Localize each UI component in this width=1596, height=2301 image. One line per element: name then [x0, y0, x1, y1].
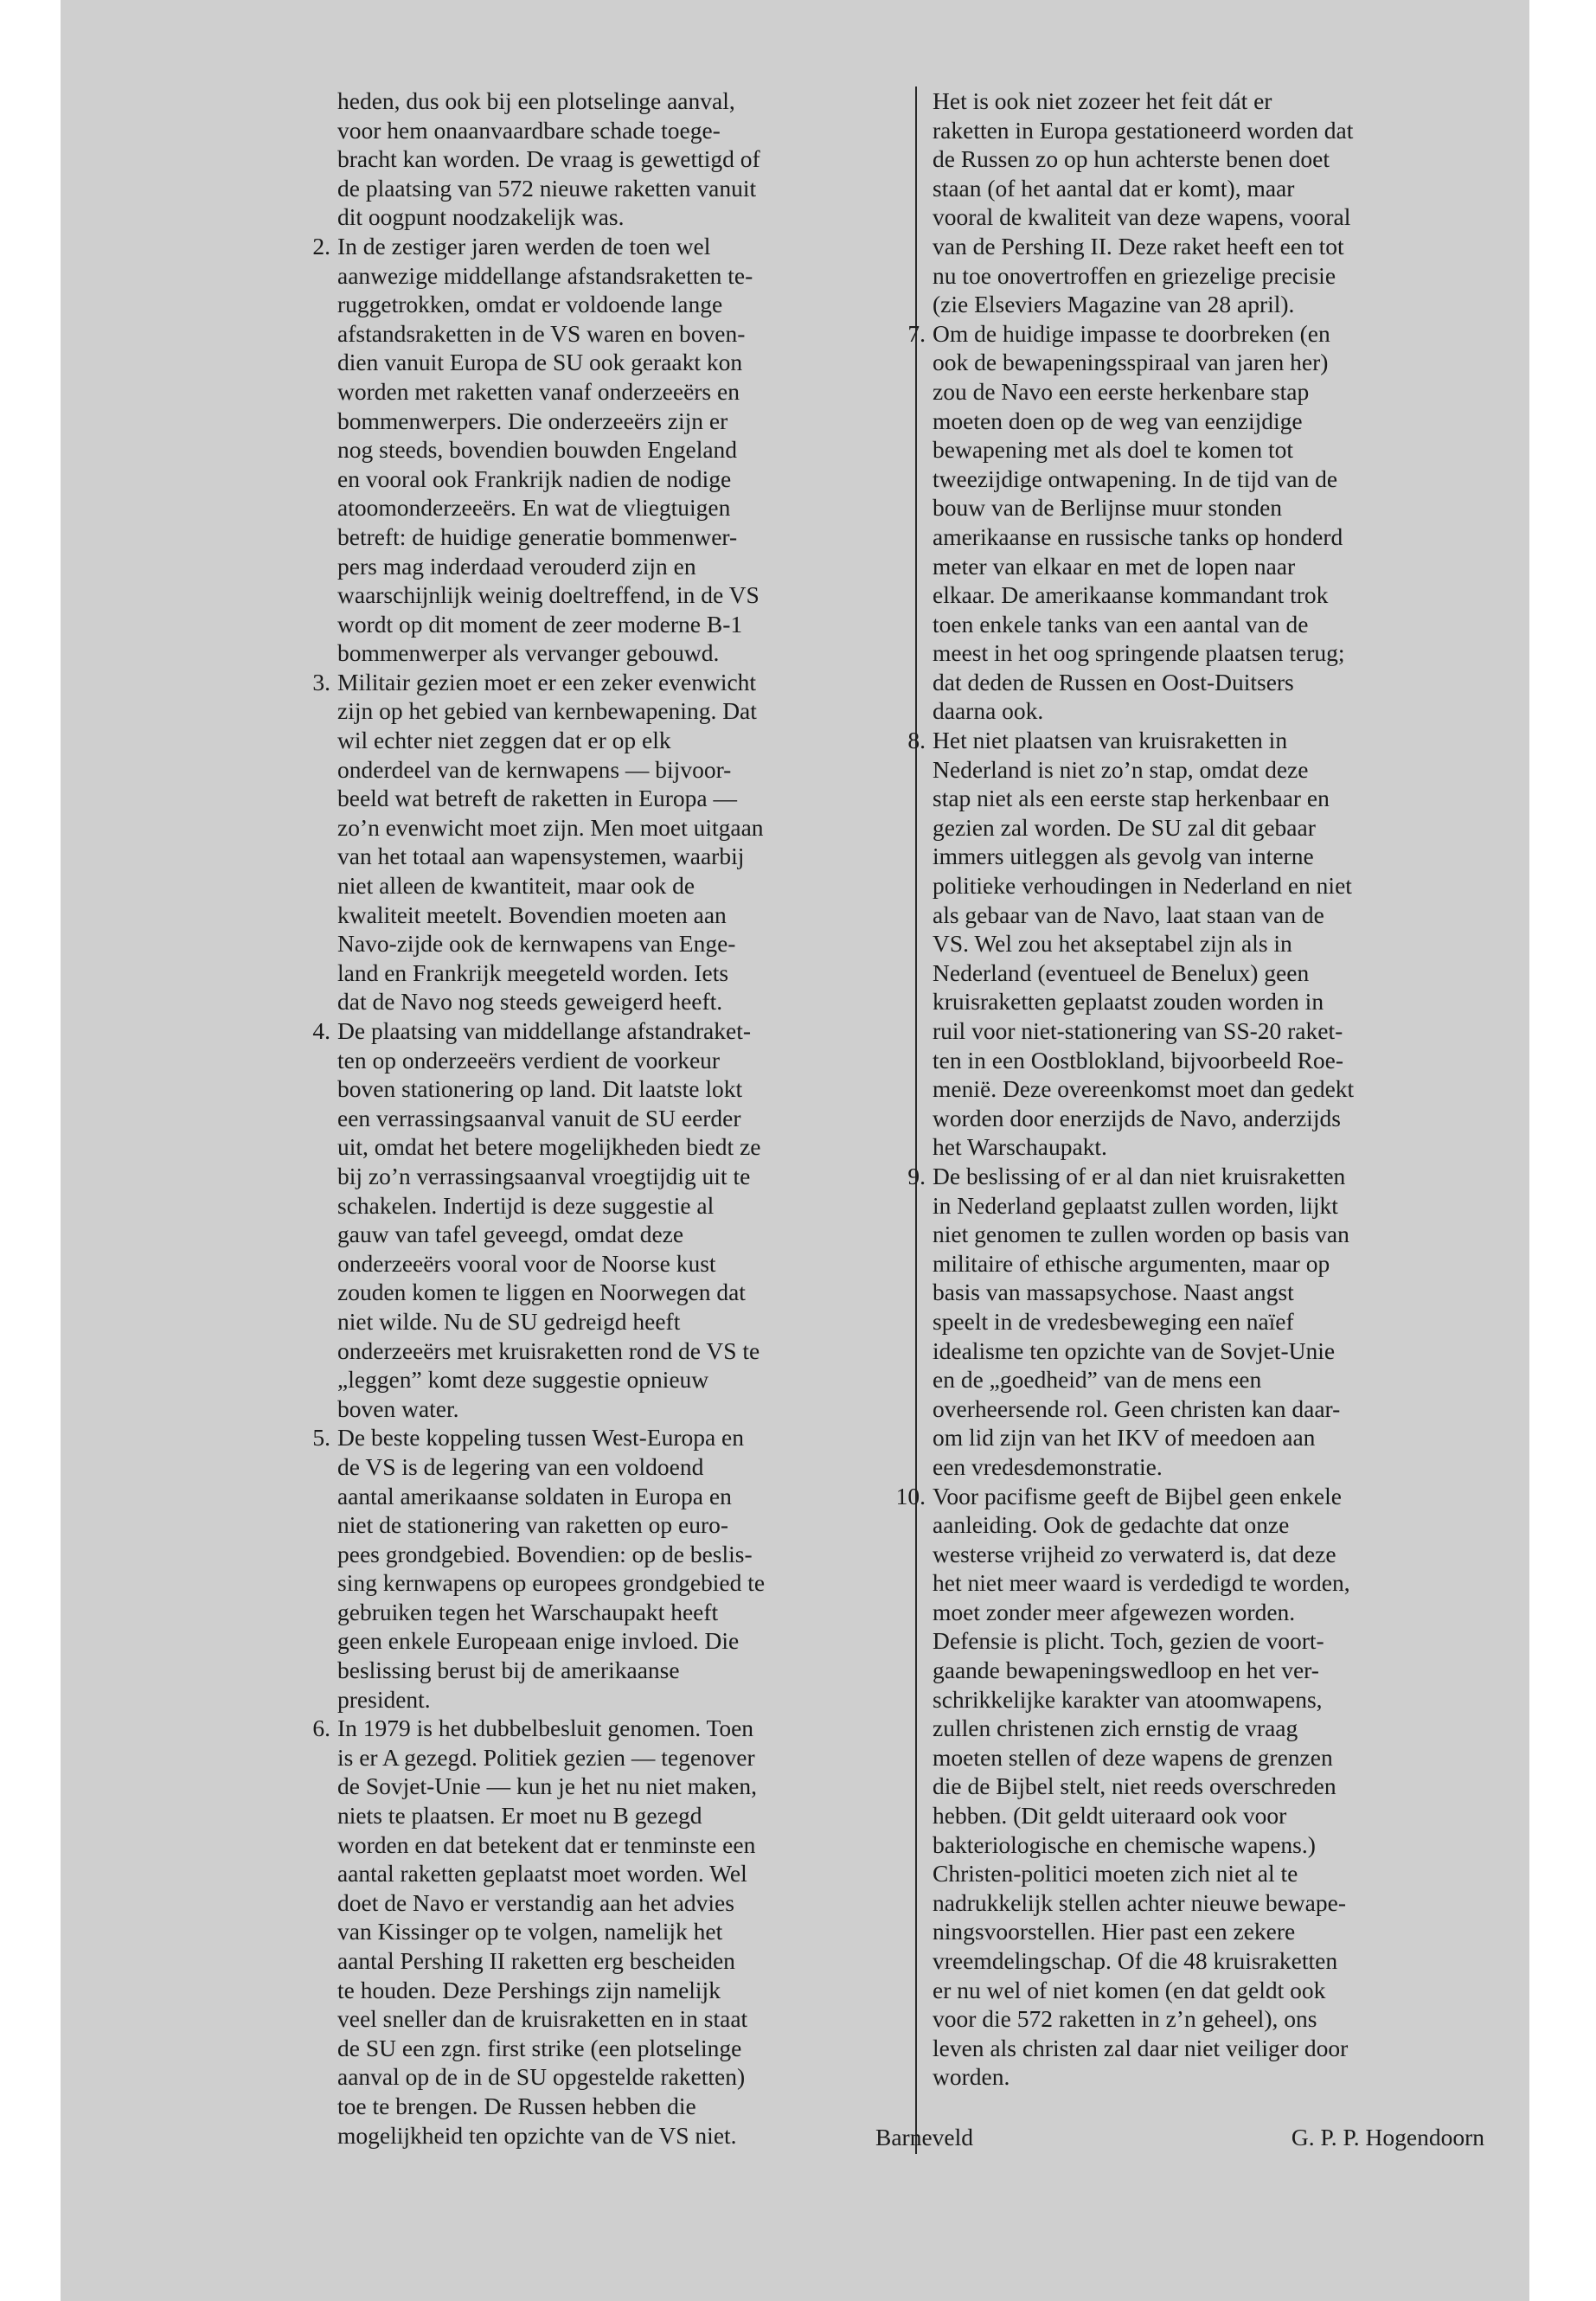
text-line: Nederland (eventueel de Benelux) geen [933, 958, 1310, 986]
text-line: onderzeeërs vooral voor de Noorse kust [337, 1249, 716, 1277]
text-line: niet de stationering van raketten op euro- [337, 1511, 729, 1539]
text-line: die de Bijbel stelt, niet reeds overschreden [933, 1772, 1336, 1800]
text-line: dit oogpunt noodzakelijk was. [337, 203, 625, 231]
text-line: Defensie is plicht. Toch, gezien de voort- [933, 1627, 1324, 1655]
text-line: immers uitleggen als gevolg van interne [933, 843, 1314, 870]
point-number: 8. [907, 727, 926, 754]
text-line: niet alleen de kwantiteit, maar ook de [337, 872, 695, 900]
text-line: sing kernwapens op europees grondgebied te [337, 1569, 766, 1597]
text-line: te houden. Deze Pershings zijn namelijk [337, 1976, 721, 2003]
text-line: De beslissing of er al dan niet kruisraketten [933, 1162, 1346, 1189]
text-line: raketten in Europa gestationeerd worden dat [933, 116, 1354, 144]
text-line: dien vanuit Europa de SU ook geraakt kon [337, 349, 743, 376]
text-line: worden en dat betekent dat er tenminste een [337, 1830, 756, 1858]
text-line: De plaatsing van middellange afstandraket- [337, 1017, 752, 1044]
text-line: meest in het oog springende plaatsen terug; [933, 639, 1345, 667]
point-number: 4. [312, 1017, 330, 1044]
point-number: 10. [895, 1482, 926, 1509]
text-line: bracht kan worden. De vraag is gewettigd of [337, 145, 760, 173]
text-line: ook de bewapeningsspiraal van jaren her) [933, 349, 1329, 376]
text-line: president. [337, 1685, 431, 1713]
text-line: speelt in de vredesbeweging een naïef [933, 1307, 1294, 1335]
text-line: Militair gezien moet er een zeker evenwicht [337, 668, 757, 695]
text-line: hebben. (Dit geldt uiteraard ook voor [933, 1802, 1287, 1830]
text-line: elkaar. De amerikaanse kommandant trok [933, 581, 1329, 609]
text-line: overheersende rol. Geen christen kan daar- [933, 1394, 1341, 1422]
text-line: bakteriologische en chemische wapens.) [933, 1830, 1316, 1858]
text-line: de Russen zo op hun achterste benen doet [933, 145, 1330, 173]
numbered-point [312, 232, 913, 668]
text-line: aanleiding. Ook de gedachte dat onze [933, 1511, 1290, 1539]
text-line: uit, omdat het betere mogelijkheden biedt ze [337, 1133, 761, 1161]
numbered-point [312, 1016, 913, 1423]
text-line: van Kissinger op te volgen, namelijk het [337, 1918, 723, 1945]
signature-place: Barneveld [875, 2124, 974, 2150]
text-line: er nu wel of niet komen (en dat geldt ook [933, 1976, 1326, 2003]
text-line: Het niet plaatsen van kruisraketten in [933, 727, 1288, 754]
text-line: zullen christenen zich ernstig de vraag [933, 1715, 1298, 1742]
text-line: schrikkelijke karakter van atoomwapens, [933, 1685, 1323, 1713]
point-number: 5. [312, 1424, 330, 1452]
text-line: doet de Navo er verstandig aan het advies [337, 1888, 734, 1916]
text-line: dat de Navo nog steeds geweigerd heeft. [337, 988, 723, 1016]
text-line: worden. [933, 2063, 1010, 2091]
text-line: bewapening met als doel te komen tot [933, 436, 1293, 464]
text-line: De beste koppeling tussen West-Europa en [337, 1424, 745, 1452]
text-line: afstandsraketten in de VS waren en boven- [337, 319, 746, 347]
text-line: voor hem onaanvaardbare schade toege- [337, 116, 721, 144]
text-line: ten in een Oostblokland, bijvoorbeeld Roe- [933, 1046, 1344, 1074]
text-line: beeld wat betreft de raketten in Europa — [337, 785, 737, 812]
text-line: en de „goedheid” van de mens een [933, 1366, 1262, 1394]
numbered-point [312, 668, 913, 1016]
text-line: boven water. [337, 1394, 459, 1422]
text-line: worden door enerzijds de Navo, anderzijds [933, 1104, 1341, 1131]
text-line: land en Frankrijk meegeteld worden. Iets [337, 958, 729, 986]
text-line: idealisme ten opzichte van de Sovjet-Unie [933, 1336, 1336, 1364]
text-line: dat deden de Russen en Oost-Duitsers [933, 668, 1294, 695]
text-line: wil echter niet zeggen dat er op elk [337, 727, 671, 754]
text-line: moet zonder meer afgewezen worden. [933, 1598, 1296, 1625]
text-line: veel sneller dan de kruisraketten en in staat [337, 2005, 748, 2033]
text-line: is er A gezegd. Politiek gezien — tegenover [337, 1743, 755, 1771]
text-line: heden, dus ook bij een plotselinge aanval, [337, 87, 735, 114]
text-line: westerse vrijheid zo verwaterd is, dat deze [933, 1540, 1336, 1567]
text-line: niets te plaatsen. Er moet nu B gezegd [337, 1802, 702, 1830]
text-line: menië. Deze overeenkomst moet dan gedekt [933, 1075, 1355, 1103]
text-line: nadrukkelijk stellen achter nieuwe bewape- [933, 1888, 1346, 1916]
text-line: Voor pacifisme geeft de Bijbel geen enkele [933, 1482, 1342, 1509]
text-line: gebruiken tegen het Warschaupakt heeft [337, 1598, 719, 1625]
text-line: als gebaar van de Navo, laat staan van de [933, 901, 1324, 928]
numbered-point [312, 1714, 913, 2150]
text-line: moeten stellen of deze wapens de grenzen [933, 1743, 1333, 1771]
text-line: de VS is de legering van een voldoend [337, 1452, 704, 1480]
text-line: de SU een zgn. first strike (een plotselinge [337, 2034, 742, 2061]
text-line: gaande bewapeningswedloop en het ver- [933, 1657, 1319, 1684]
signature-author: G. P. P. Hogendoorn [1291, 2124, 1484, 2150]
text-line: voor die 572 raketten in z’n geheel), ons [933, 2005, 1317, 2033]
numbered-point [895, 1482, 1543, 2092]
text-line: bommenwerpers. Die onderzeeërs zijn er [337, 407, 728, 434]
text-line: Christen-politici moeten zich niet al te [933, 1860, 1298, 1888]
text-line: pees grondgebied. Bovendien: op de beslis- [337, 1540, 753, 1567]
text-line: amerikaanse en russische tanks op honderd [933, 522, 1343, 550]
text-line: en vooral ook Frankrijk nadien de nodige [337, 465, 732, 492]
text-line: een verrassingsaanval vanuit de SU eerder [337, 1104, 741, 1131]
text-line: het Warschaupakt. [933, 1133, 1107, 1161]
text-line: Navo-zijde ook de kernwapens van Enge- [337, 930, 736, 958]
text-line: aanval op de in de SU opgestelde raketten) [337, 2063, 746, 2091]
text-line: schakelen. Indertijd is deze suggestie al [337, 1191, 715, 1219]
text-line: In 1979 is het dubbelbesluit genomen. Toen [337, 1715, 754, 1742]
text-line: Nederland is niet zo’n stap, omdat deze [933, 755, 1309, 783]
text-line: een vredesdemonstratie. [933, 1452, 1163, 1480]
text-line: waarschijnlijk weinig doeltreffend, in de VS [337, 581, 760, 609]
column-divider [915, 87, 917, 2154]
text-line: van de Pershing II. Deze raket heeft een tot [933, 232, 1344, 260]
text-line: zijn op het gebied van kernbewapening. Dat [337, 697, 757, 725]
text-line: bouw van de Berlijnse muur stonden [933, 494, 1283, 522]
text-line: leven als christen zal daar niet veiliger door [933, 2034, 1349, 2061]
point-number: 7. [907, 319, 926, 347]
text-line: „leggen” komt deze suggestie opnieuw [337, 1366, 709, 1394]
text-line: onderzeeërs met kruisraketten rond de VS te [337, 1336, 760, 1364]
text-line: vreemdelingschap. Of die 48 kruisraketten [933, 1947, 1338, 1974]
text-line: In de zestiger jaren werden de toen wel [337, 232, 711, 260]
point-number: 9. [907, 1162, 926, 1189]
numbered-point [312, 1423, 913, 1714]
text-line: (zie Elseviers Magazine van 28 april). [933, 291, 1295, 318]
text-line: geen enkele Europeaan enige invloed. Die [337, 1627, 740, 1655]
text-line: onderdeel van de kernwapens — bijvoor- [337, 755, 732, 783]
text-line: ruil voor niet-stationering van SS-20 raket- [933, 1017, 1343, 1044]
right-column [895, 87, 1543, 2092]
text-line: bij zo’n verrassingsaanval vroegtijdig uit te [337, 1162, 751, 1189]
text-line: zo’n evenwicht moet zijn. Men moet uitgaan [337, 813, 764, 841]
text-line: militaire of ethische argumenten, maar op [933, 1249, 1330, 1277]
text-line: ruggetrokken, omdat er voldoende lange [337, 291, 723, 318]
text-line: tweezijdige ontwapening. In de tijd van de [933, 465, 1338, 492]
text-line: staan (of het aantal dat er komt), maar [933, 174, 1295, 202]
text-line: bommenwerper als vervanger gebouwd. [337, 639, 720, 667]
text-line: atoomonderzeeërs. En wat de vliegtuigen [337, 494, 731, 522]
text-line: nu toe onovertroffen en griezelige precisie [933, 261, 1336, 289]
text-line: aanwezige middellange afstandsraketten te- [337, 261, 753, 289]
numbered-point [907, 726, 1543, 1162]
text-line: om lid zijn van het IKV of meedoen aan [933, 1424, 1316, 1452]
text-line: VS. Wel zou het akseptabel zijn als in [933, 930, 1292, 958]
text-line: ten op onderzeeërs verdient de voorkeur [337, 1046, 721, 1074]
text-line: zouden komen te liggen en Noorwegen dat [337, 1279, 746, 1306]
numbered-point [907, 1162, 1543, 1482]
point-number: 3. [312, 668, 330, 695]
text-line: aantal raketten geplaatst moet worden. Wel [337, 1860, 747, 1888]
text-line: de plaatsing van 572 nieuwe raketten vanuit [337, 174, 757, 202]
text-line: ningsvoorstellen. Hier past een zekere [933, 1918, 1296, 1945]
text-line: mogelijkheid ten opzichte van de VS niet. [337, 2121, 737, 2149]
text-line: daarna ook. [933, 697, 1044, 725]
text-line: nog steeds, bovendien bouwden Engeland [337, 436, 738, 464]
text-line: vooral de kwaliteit van deze wapens, vooral [933, 203, 1351, 231]
text-line: van het totaal aan wapensystemen, waarbij [337, 843, 745, 870]
text-line: kwaliteit meetelt. Bovendien moeten aan [337, 901, 727, 928]
text-line: moeten doen op de weg van eenzijdige [933, 407, 1303, 434]
text-line: het niet meer waard is verdedigd te worden, [933, 1569, 1350, 1597]
text-line: politieke verhoudingen in Nederland en niet [933, 872, 1352, 900]
text-line: niet wilde. Nu de SU gedreigd heeft [337, 1307, 681, 1335]
text-line: kruisraketten geplaatst zouden worden in [933, 988, 1324, 1016]
text-line: boven stationering op land. Dit laatste lokt [337, 1075, 743, 1103]
text-line: toe te brengen. De Russen hebben die [337, 2092, 696, 2119]
text-line: in Nederland geplaatst zullen worden, lijkt [933, 1191, 1338, 1219]
text-line: beslissing berust bij de amerikaanse [337, 1657, 680, 1684]
left-column [312, 87, 913, 2150]
point-number: 2. [312, 232, 330, 260]
scanned-page [61, 0, 1529, 2301]
text-line: wordt op dit moment de zeer moderne B-1 [337, 610, 743, 638]
text-line: niet genomen te zullen worden op basis van [933, 1221, 1349, 1248]
text-line: basis van massapsychose. Naast angst [933, 1279, 1294, 1306]
text-line: pers mag inderdaad verouderd zijn en [337, 552, 696, 580]
numbered-point [907, 319, 1543, 726]
text-line: meter van elkaar en met de lopen naar [933, 552, 1296, 580]
text-line: zou de Navo een eerste herkenbare stap [933, 377, 1310, 405]
text-line: de Sovjet-Unie — kun je het nu niet maken, [337, 1772, 757, 1800]
text-line: gezien zal worden. De SU zal dit gebaar [933, 813, 1316, 841]
text-line: stap niet als een eerste stap herkenbaar en [933, 785, 1330, 812]
text-line: Het is ook niet zozeer het feit dát er [933, 87, 1272, 114]
text-line: aantal Pershing II raketten erg bescheiden [337, 1947, 735, 1974]
text-line: betreft: de huidige generatie bommenwer- [337, 522, 738, 550]
point-number: 6. [312, 1715, 330, 1742]
text-line: gauw van tafel geveegd, omdat deze [337, 1221, 684, 1248]
text-line: toen enkele tanks van een aantal van de [933, 610, 1309, 638]
text-line: Om de huidige impasse te doorbreken (en [933, 319, 1330, 347]
text-line: aantal amerikaanse soldaten in Europa en [337, 1482, 732, 1509]
text-line: worden met raketten vanaf onderzeeërs en [337, 377, 740, 405]
